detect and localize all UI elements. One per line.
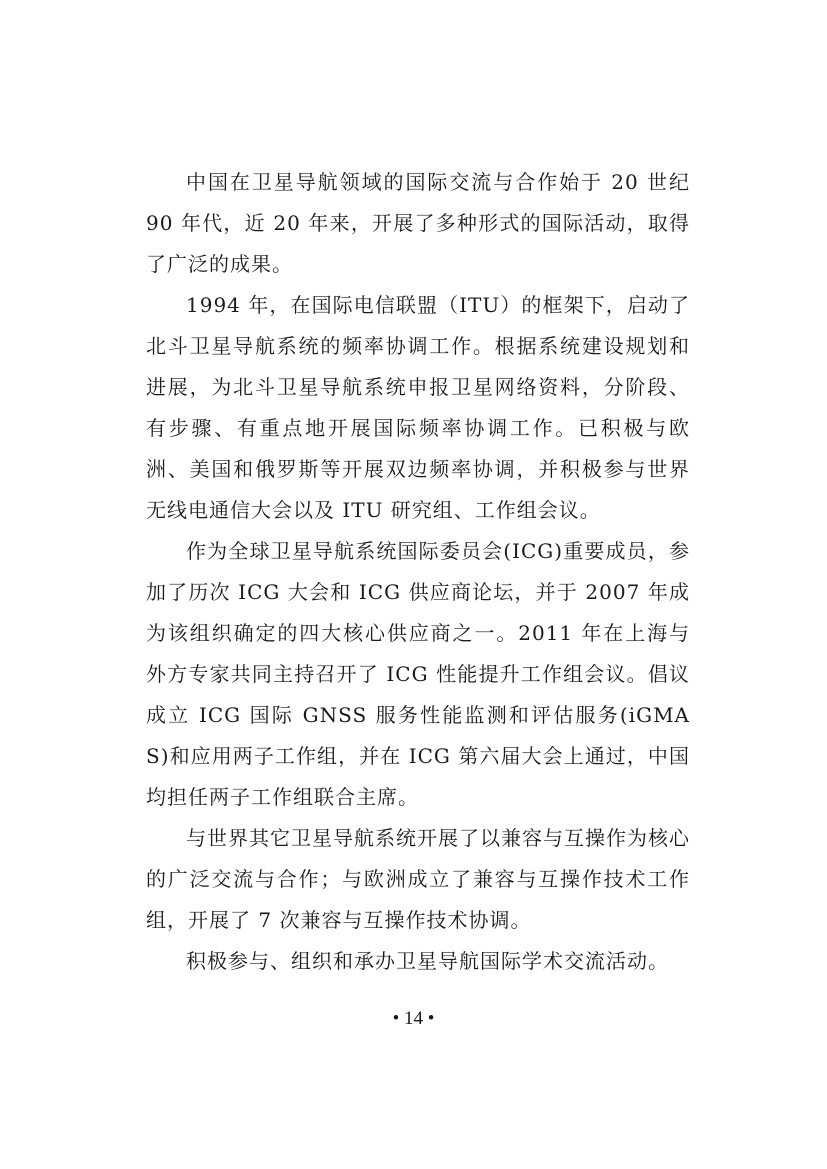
paragraph-itu-frequency: 1994 年，在国际电信联盟（ITU）的框架下，启动了北斗卫星导航系统的频率协调工作。根据系统建设规划和进展，为北斗卫星导航系统申报卫星网络资料，分阶段、有步骤、有重点地开展国际频率协调工作。已积极与欧洲、美国和俄罗斯等开展双边频率协调，并积极参与世界无线电通信大会以及 ITU 研究组、工作组会议。 [146, 293, 690, 522]
paragraph-compatibility: 与世界其它卫星导航系统开展了以兼容与互操作为核心的广泛交流与合作；与欧洲成立了兼容与互操作技术工作组，开展了 7 次兼容与互操作技术协调。 [146, 826, 690, 932]
paragraph-academic-exchange: 积极参与、组织和承办卫星导航国际学术交流活动。 [186, 949, 669, 973]
body-text [146, 162, 690, 982]
paragraph-intro: 中国在卫星导航领域的国际交流与合作始于 20 世纪 90 年代，近 20 年来，开展了多种形式的国际活动，取得了广泛的成果。 [146, 170, 690, 276]
page-number: • 14 • [392, 1008, 435, 1029]
paragraph-icg: 作为全球卫星导航系统国际委员会(ICG)重要成员，参加了历次 ICG 大会和 ICG 供应商论坛，并于 2007 年成为该组织确定的四大核心供应商之一。2011 年在上海与外方专家共同主持召开了 ICG 性能提升工作组会议。倡议成立 ICG 国际 GNSS 服务性能监测和评估服务(iGMAS)和应用两子工作组，并在 ICG 第六届大会上通过，中国均担任两子工作组联合主席。 [146, 539, 690, 809]
